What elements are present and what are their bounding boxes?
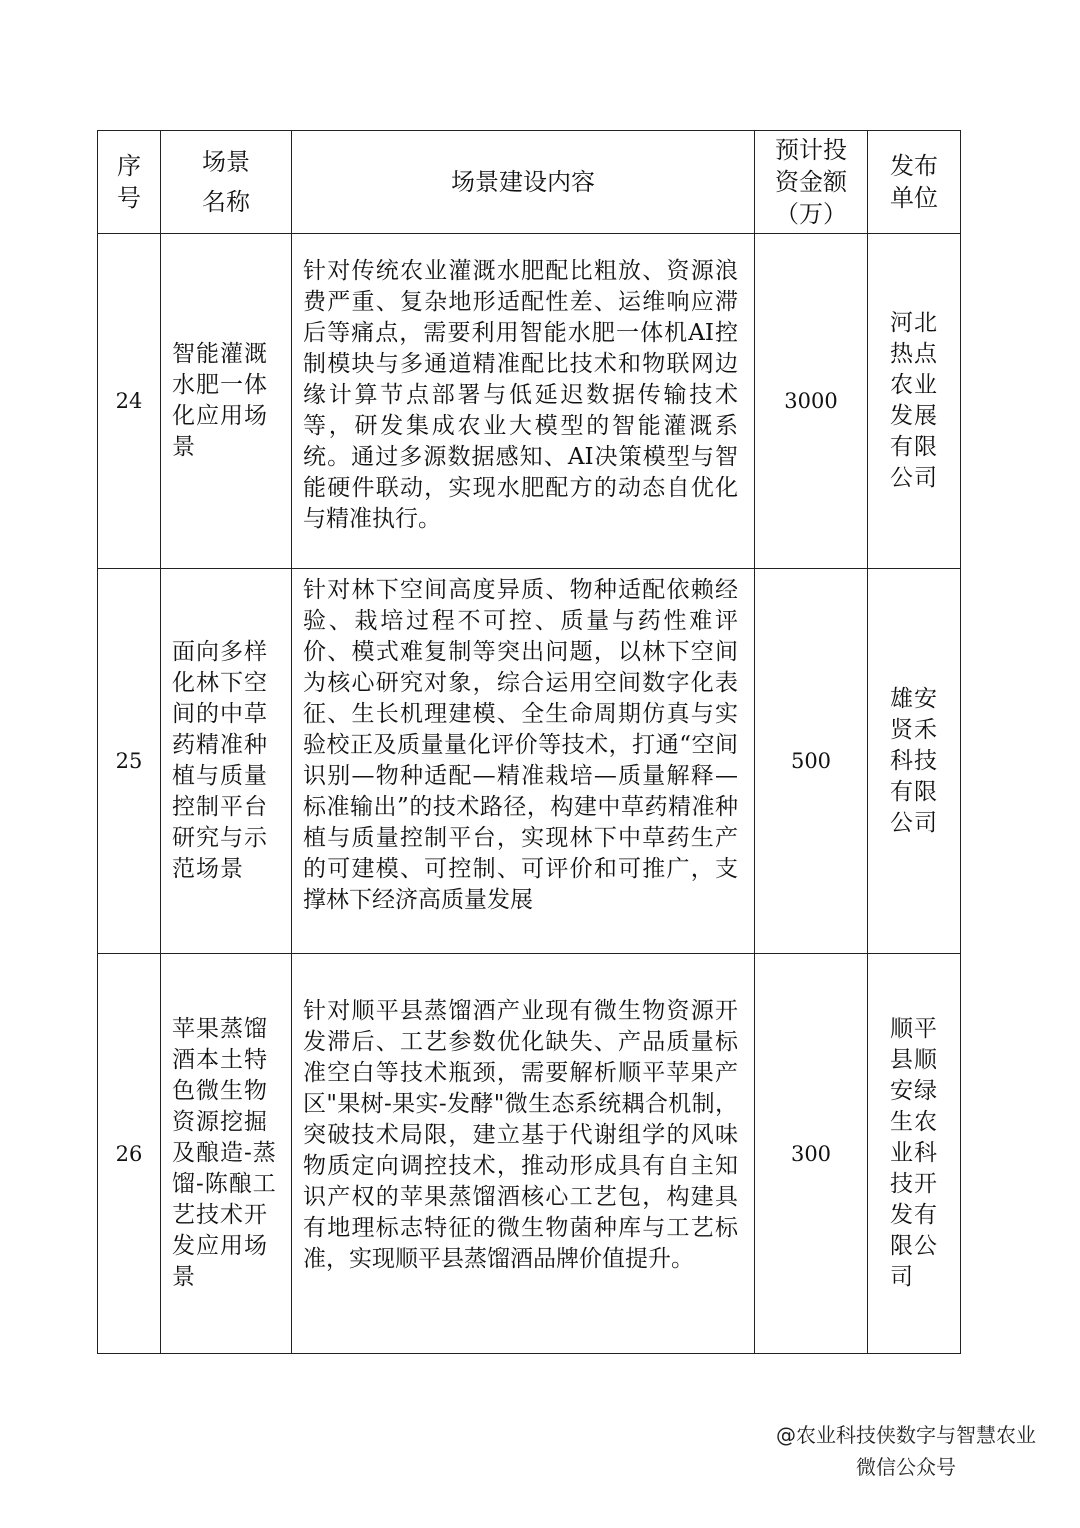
row-scenario-content: 针对传统农业灌溉水肥配比粗放、资源浪费严重、复杂地形适配性差、运维响应滞后等痛点，需要利用智能水肥一体机AI控制模块与多通道精准配比技术和物联网边缘计算节点部署与低延迟数据传输技术等，研发集成农业大模型的智能灌溉系统。通过多源数据感知、AI决策模型与智能硬件联动，实现水肥配方的动态自优化与精准执行。 <box>292 234 755 569</box>
table-row <box>98 234 961 569</box>
wechat-account-footer <box>776 1419 1036 1483</box>
table-row <box>98 569 961 954</box>
row-scenario-name: 智能灌溉水肥一体化应用场景 <box>161 234 292 569</box>
header-seq: 序号 <box>98 131 161 234</box>
row-seq: 25 <box>98 569 161 954</box>
header-unit: 发布单位 <box>868 131 961 234</box>
row-publishing-unit: 雄安贤禾科技有限公司 <box>868 569 961 954</box>
footer-account-type: 微信公众号 <box>856 1455 956 1479</box>
row-scenario-name: 面向多样化林下空间的中草药精准种植与质量控制平台研究与示范场景 <box>161 569 292 954</box>
footer-account-name: @农业科技侠数字与智慧农业 <box>776 1423 1036 1447</box>
row-scenario-content: 针对顺平县蒸馏酒产业现有微生物资源开发滞后、工艺参数优化缺失、产品质量标准空白等技术瓶颈，需要解析顺平苹果产区"果树-果实-发酵"微生态系统耦合机制，突破技术局限，建立基于代谢组学的风味物质定向调控技术，推动形成具有自主知识产权的苹果蒸馏酒核心工艺包，构建具有地理标志特征的微生物菌种库与工艺标准，实现顺平县蒸馏酒品牌价值提升。 <box>292 954 755 1354</box>
scenario-table <box>97 130 961 1354</box>
row-seq: 24 <box>98 234 161 569</box>
row-publishing-unit: 顺平县顺安绿生农业科技开发有限公司 <box>868 954 961 1354</box>
header-content: 场景建设内容 <box>292 131 755 234</box>
row-scenario-content: 针对林下空间高度异质、物种适配依赖经验、栽培过程不可控、质量与药性难评价、模式难复制等突出问题，以林下空间为核心研究对象，综合运用空间数字化表征、生长机理建模、全生命周期仿真与实验校正及质量量化评价等技术，打通“空间识别—物种适配—精准栽培—质量解释—标准输出”的技术路径，构建中草药精准种植与质量控制平台，实现林下中草药生产的可建模、可控制、可评价和可推广，支撑林下经济高质量发展 <box>292 569 755 954</box>
row-seq: 26 <box>98 954 161 1354</box>
table-header-row <box>98 131 961 234</box>
header-amount: 预计投资金额（万） <box>755 131 868 234</box>
header-name: 场景名称 <box>161 131 292 234</box>
row-investment-amount: 500 <box>755 569 868 954</box>
row-investment-amount: 3000 <box>755 234 868 569</box>
row-scenario-name: 苹果蒸馏酒本土特色微生物资源挖掘及酿造-蒸馏-陈酿工艺技术开发应用场景 <box>161 954 292 1354</box>
table-row <box>98 954 961 1354</box>
scenario-table-container <box>97 130 961 1354</box>
row-investment-amount: 300 <box>755 954 868 1354</box>
row-publishing-unit: 河北热点农业发展有限公司 <box>868 234 961 569</box>
